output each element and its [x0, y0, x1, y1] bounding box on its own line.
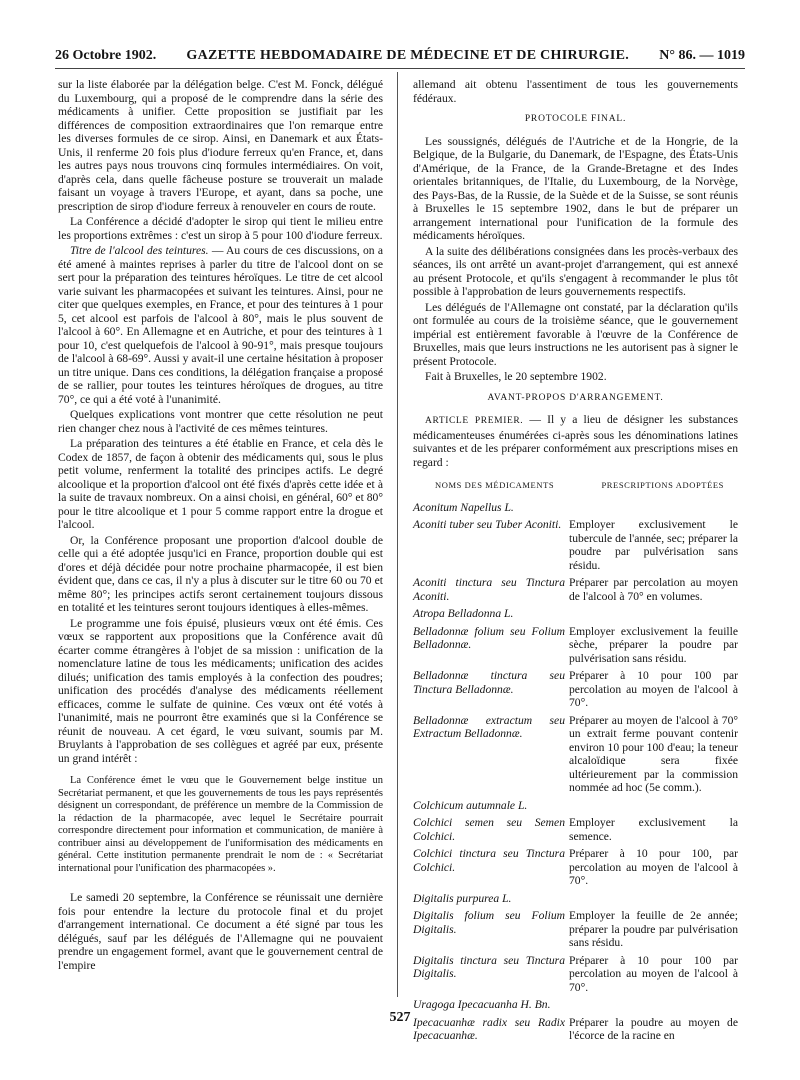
- drug-name: Colchici semen seu Semen Colchici.: [413, 816, 565, 843]
- paragraph: [413, 413, 738, 469]
- table-row: [413, 892, 738, 910]
- table-row: [413, 518, 738, 576]
- column-header-names: NOMS DES MÉDICAMENTS: [435, 480, 555, 490]
- paragraph: Le samedi 20 septembre, la Conférence se réunissait une dernière fois pour entendre la lecture du protocole final et du projet d'arrangement international. Ce document a été signé par tous les délégués, sauf par les délégués de l'Allemagne qui ne pouvaient prendre un engagement formel, avant que le gouvernement central de l'empire: [58, 891, 383, 972]
- paragraph: allemand ait obtenu l'assentiment de tous les gouvernements fédéraux.: [413, 78, 738, 105]
- table-row: [413, 669, 738, 714]
- left-column: [58, 78, 383, 974]
- paragraph: La préparation des teintures a été établie en France, et cela dès le Codex de 1857, de façon à obtenir des médicaments qui, sous le plus petit volume, renferment la totalité des principes actifs. Le degré alcoolique et la proportion d'alcool ont été fixés d'après cette idée et à la suite de travaux nombreux. On a ainsi choisi, en général, 60° et 80° pour le titre alcoolique et 1 pour 5 comme rapport entre la drogue et l'alcool.: [58, 437, 383, 531]
- drug-name: Aconiti tuber seu Tuber Aconiti.: [413, 518, 562, 531]
- drug-name: Aconiti tinctura seu Tinctura Aconiti.: [413, 576, 565, 603]
- page-number: 527: [389, 1010, 411, 1025]
- paragraph: La Conférence a décidé d'adopter le sirop qui tient le milieu entre les proportions extrêmes : c'est un sirop à 5 pour 100 d'iodure ferreux.: [58, 215, 383, 242]
- column-header-prescriptions: PRESCRIPTIONS ADOPTÉES: [601, 480, 724, 490]
- table-row: [413, 501, 738, 519]
- paragraph-title: Titre de l'alcool des teintures.: [70, 244, 209, 257]
- drug-prescription: Préparer à 10 pour 100 par percolation au moyen de l'alcool à 70°.: [569, 669, 738, 709]
- drug-prescription: [569, 501, 738, 519]
- quoted-resolution: [58, 775, 383, 875]
- drug-prescription: [569, 607, 738, 625]
- paragraph: Quelques explications vont montrer que cette résolution ne peut rien changer chez nous à l'activité de ces mêmes teintures.: [58, 408, 383, 435]
- drug-prescription: Employer exclusivement la feuille sèche, préparer la poudre par pulvérisation sans résidu.: [569, 624, 738, 665]
- header-journal-title: GAZETTE HEBDOMADAIRE DE MÉDECINE ET DE CHIRURGIE.: [186, 48, 630, 63]
- drug-prescription: [569, 892, 738, 910]
- right-column: [413, 78, 738, 1047]
- drug-name: Colchicum autumnale L.: [413, 798, 528, 812]
- table-row: [413, 816, 738, 847]
- drug-prescription: [569, 799, 738, 817]
- paragraph: Fait à Bruxelles, le 20 septembre 1902.: [425, 370, 607, 383]
- table-row: [413, 607, 738, 625]
- drug-name: Digitalis tinctura seu Tinctura Digitalis.: [413, 953, 565, 980]
- column-divider: [397, 72, 398, 997]
- drug-prescription: Préparer à 10 pour 100 par percolation au moyen de l'alcool à 70°.: [569, 953, 738, 994]
- table-row: [413, 625, 738, 670]
- table-row: [413, 576, 738, 607]
- table-row: [413, 909, 738, 954]
- section-heading-protocol: PROTOCOLE FINAL.: [524, 114, 627, 124]
- header-issue: N° 86. — 1019: [659, 48, 745, 63]
- quote-text: La Conférence émet le vœu que le Gouvernement belge institue un Secrétariat permanent, et que les gouvernements de tous les pays représentés désignent un correspondant, de préférence un membre de la Commission de la rédaction de la pharmacopée, avec lequel le Secrétaire pourrait correspondre directement pour information et communication, de manière à contribuer ainsi au développement de l'uniformisation des médicaments en général. Cette institution permanente prendrait le nom de : « Secrétariat international pour l'unification des pharmacopées ».: [58, 775, 383, 874]
- drug-name: Belladonnæ folium seu Folium Belladonnæ.: [413, 624, 565, 651]
- table-row: [413, 954, 738, 999]
- drug-name: Ipecacuanhæ radix seu Radix Ipecacuanhæ.: [413, 1015, 565, 1042]
- paragraph: Les soussignés, délégués de l'Autriche et de la Hongrie, de la Belgique, de la Bulgarie, du Danemark, de l'Espagne, des États-Unis d'Amérique, de la France, de la Grande-Bretagne et des Indes orientales britanniques, de l'Italie, du Luxembourg, de la Norvège, des Pays-Bas, de la Russie, de la Suède et de la Suisse, se sont réunis à Bruxelles le 15 septembre 1902, dans le but de préparer un arrangement international pour l'unification de la formule des médicaments héroïques.: [413, 134, 738, 242]
- drug-name: Belladonnæ tinctura seu Tinctura Belladonnæ.: [413, 669, 565, 696]
- drug-prescription: Employer exclusivement la semence.: [569, 816, 738, 843]
- section-heading-arrangement: AVANT-PROPOS D'ARRANGEMENT.: [487, 392, 664, 403]
- drug-prescription: Préparer par percolation au moyen de l'alcool à 70° en volumes.: [569, 576, 738, 603]
- table-row: [413, 714, 738, 799]
- drug-prescription: Employer exclusivement le tubercule de l'année, sec; préparer la poudre par pulvérisation sans résidu.: [569, 518, 738, 572]
- table-row: [413, 799, 738, 817]
- drug-name: Atropa Belladonna L.: [413, 607, 514, 620]
- drug-prescription: Préparer au moyen de l'alcool à 70° un extrait ferme pouvant contenir environ 10 pour 100 d'eau; la teneur alcaloïdique sera fixée ultérieurement par la commission nommée ad hoc (5e comm.).: [569, 713, 738, 794]
- paragraph: Le programme une fois épuisé, plusieurs vœux ont été émis. Ces vœux se rapportent aux propositions que la Conférence avait dû écarter comme étrangères à l'objet de sa mission : unification de la nomenclature latine de tous les médicaments; unification des acides dilués; unification des tamis employés à la confection des poudres; unification des procédés d'analyse des médicaments réellement efficaces, comme le sulfate de quinine. Ces vœux ont été votés à l'unanimité, mais ne pourront être examinés que si la Conférence se réunit de nouveau. A cet égard, le vœu suivant, soumis par M. Bruylants à l'approbation de ses collègues et agréé par eux, présente un grand intérêt :: [58, 616, 383, 765]
- running-header: [55, 40, 745, 69]
- table-column-headers: [413, 479, 738, 493]
- paragraph: Or, la Conférence proposant une proportion d'alcool double de celle qui a été adoptée jusqu'ici en France, proportion double qui est d'ores et déjà décidée pour notre prochaine pharmacopée, il est bien évident que, dans ce cas, il n'y a plus à discuter sur le titre 60 ou 70 et même 80°; les principes actifs seront certainement toujours dissous en totalité et les teintures seront toujours identiques à elles-mêmes.: [58, 533, 383, 614]
- drug-name: Digitalis folium seu Folium Digitalis.: [413, 909, 565, 936]
- paragraph: [58, 244, 383, 406]
- header-date: 26 Octobre 1902.: [55, 48, 157, 63]
- drug-name: Digitalis purpurea L.: [413, 891, 512, 905]
- drug-prescription: Préparer à 10 pour 100, par percolation au moyen de l'alcool à 70°.: [569, 847, 738, 887]
- drug-name: Colchici tinctura seu Tinctura Colchici.: [413, 847, 565, 874]
- drug-name: Belladonnæ extractum seu Extractum Belladonnæ.: [413, 713, 565, 740]
- paragraph: sur la liste élaborée par la délégation belge. C'est M. Fonck, délégué du Luxembourg, qui a proposé de le comprendre dans la série des médicaments à unifier. Cette proposition se justifiait par les différences de composition extraordinaires que l'on remarque entre les diverses formules de ce sirop. Ainsi, en Danemark et aux États-Unis, il renferme 20 fois plus d'iodure ferreux qu'en France, et, dans les autres pays nous trouvons cinq formules intermédiaires. On voit, d'après cela, dans quelle fâcheuse posture se trouverait un malade faisant un voyage à travers l'Europe, et ayant, dans sa poche, une prescription de sirop d'iodure ferreux à renouveler en cours de route.: [58, 78, 383, 213]
- table-row: [413, 847, 738, 892]
- paragraph: A la suite des délibérations consignées dans les procès-verbaux des séances, ils ont arrêté un avant-projet d'arrangement, qui est annexé au présent Protocole, et qu'ils s'engagent à recommander le plus tôt possible à l'approbation de leurs gouvernements respectifs.: [413, 244, 738, 298]
- paragraph: Les délégués de l'Allemagne ont constaté, par la déclaration qu'ils ont formulée au cours de la troisième séance, que le gouvernement impérial est entièrement favorable à l'œuvre de la Conférence de Bruxelles, mais que leurs instructions ne les autorisent pas à signer le présent Protocole.: [413, 300, 738, 368]
- drug-table: [413, 501, 738, 1047]
- paragraph-text: — Au cours de ces discussions, on a été amené à maintes reprises à parler du titre de l'alcool dont on se sert pour la préparation des teintures héroïques. Le titre de cet alcool varie suivant les pharmacopées et suivant les teintures. Ainsi, pour ne citer que quelques exemples, en France, et pour des teintures à 1 pour 5, cet alcool est parfois de l'alcool à 80°, mais le plus souvent de l'alcool à 60°. En Allemagne et en Autriche, et pour des teintures à 1 pour 10, c'est quelquefois de l'alcool à 90-91°, mais presque toujours de l'alcool à 68-69°. Aussi y avait-il une certaine hésitation à proposer un titre unique. Dans ces conditions, la délégation française a proposé de se rallier, pour toutes les teintures héroïques de drogues, au titre 70°, ce qui a été voté à l'unanimité.: [58, 244, 383, 406]
- article-text: — Il y a lieu de désigner les substances médicamenteuses énumérées ci-après sous les dénominations latines suivantes et de les préparer conformément aux prescriptions mises en regard :: [413, 413, 738, 469]
- drug-name: Uragoga Ipecacuanha H. Bn.: [413, 998, 551, 1011]
- article-label: ARTICLE PREMIER.: [425, 416, 524, 426]
- drug-name: Aconitum Napellus L.: [413, 500, 514, 514]
- drug-prescription: Employer la feuille de 2e année; préparer la poudre par pulvérisation sans résidu.: [569, 909, 738, 949]
- drug-prescription: Préparer la poudre au moyen de l'écorce de la racine en: [569, 1015, 738, 1042]
